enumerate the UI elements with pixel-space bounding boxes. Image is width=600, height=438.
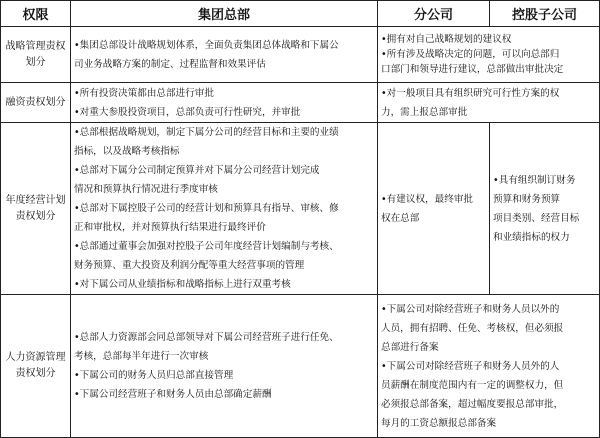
- branch-hr-line: 员薪酬在制度范围内有一定的调整权力，但: [381, 379, 564, 391]
- table-row: [1, 27, 600, 83]
- branch-hr-line: 人员，拥有招聘、任免、考核权，但必须报: [381, 322, 564, 334]
- hq-plan-line: •总部通过董事会加强对控股子公司年度经营计划编制与考核、: [74, 241, 339, 252]
- header-authority: 权限: [1, 1, 71, 27]
- header-subsidiary: 控股子公司: [490, 1, 600, 27]
- hq-plan-line: 指标，以及战略考核指标: [74, 146, 180, 157]
- table-header-row: [1, 1, 600, 27]
- sub-plan-line: 预算和财务预算: [493, 193, 561, 205]
- hq-hr-line: 考核，总部每半年进行一次审核: [74, 351, 209, 362]
- sub-plan-line: 和业绩指标的权力: [493, 231, 570, 243]
- hq-plan-line: 情况和预算执行情况进行季度审核: [74, 184, 218, 195]
- branch-hr-line: 每月的工资总额报总部备案: [381, 417, 497, 429]
- hq-plan-line: •对下属公司从业绩指标和战略指标上进行双重考核: [74, 279, 291, 290]
- hq-financing-cell: [71, 83, 378, 123]
- branch-sub-hr-cell: [378, 295, 600, 438]
- row-label-annual-plan: 年度经营计划责权划分: [1, 123, 71, 295]
- branch-hr-line: •下属公司对除经营班子和财务人员外的人: [381, 360, 560, 372]
- row-label-strategy: 战略管理责权划分: [1, 27, 71, 83]
- hq-annual-plan-cell: [71, 123, 378, 295]
- row-label-hr: 人力资源管理责权划分: [1, 295, 71, 438]
- table-row: [1, 123, 600, 295]
- hq-strategy-cell: [71, 27, 378, 83]
- hq-hr-line: •下属公司的财务人员归总部直接管理: [74, 370, 234, 381]
- hq-plan-line: •总部对下属控股子公司的经营计划和预算具有指导、审核、修: [74, 203, 339, 214]
- branch-annual-plan-cell: [378, 123, 490, 295]
- hq-plan-line: •总部根据战略规划，制定下属分公司的经营目标和主要的业绩: [74, 127, 339, 138]
- branch-plan-line: 权在总部: [381, 212, 420, 224]
- hq-plan-line: 正和审批权，并对预算执行结果进行最终评价: [74, 222, 266, 233]
- branch-hr-line: •下属公司对除经营班子和财务人员以外的: [381, 303, 560, 315]
- hq-hr-line: •下属公司经营班子和财务人员由总部确定薪酬: [74, 389, 272, 400]
- branch-financing-line: 力，需上报总部审批: [381, 106, 468, 118]
- hq-plan-line: 财务预算、重大投资及利润分配等重大经营事项的管理: [74, 260, 305, 271]
- header-branch: 分公司: [378, 1, 490, 27]
- hq-financing-line: •所有投资决策都由总部进行审批: [74, 87, 214, 99]
- hq-hr-line: •总部人力资源部会同总部领导对下属公司经营班子进行任免、: [74, 332, 339, 343]
- branch-plan-line: •有建议权，最终审批: [381, 193, 474, 205]
- table-row: [1, 295, 600, 438]
- branch-sub-strategy-cell: [378, 27, 600, 83]
- table-row: [1, 83, 600, 123]
- header-group-hq: 集团总部: [71, 1, 378, 27]
- hq-strategy-line: 司业务战略方案的制定、过程监督和效果评估: [74, 58, 266, 70]
- row-label-financing: 融资责权划分: [1, 83, 71, 123]
- hq-strategy-line: •集团总部设计战略规划体系，全面负责集团总体战略和下属公: [74, 39, 339, 51]
- branch-financing-line: •对一般项目具有组织研究可行性方案的权: [381, 87, 560, 99]
- hq-hr-cell: [71, 295, 378, 438]
- branch-sub-financing-cell: [378, 83, 600, 123]
- sub-annual-plan-cell: [490, 123, 600, 295]
- branch-strategy-line: •拥有对自己战略规划的建议权: [381, 34, 512, 45]
- branch-hr-line: 必须报总部备案，超过幅度要报总部审批，: [381, 398, 564, 410]
- sub-plan-line: 项目类别、经营目标: [493, 212, 580, 224]
- hq-plan-line: •总部对下属分公司制定预算并对下属分公司经营计划完成: [74, 165, 320, 176]
- hq-financing-line: •对重大参股投资项目，总部负责可行性研究，并审批: [74, 106, 301, 118]
- branch-strategy-line: •所有涉及战略决定的问题，可以向总部归: [381, 49, 560, 60]
- branch-strategy-line: 口部门和领导进行建议，总部做出审批决定: [381, 64, 564, 75]
- branch-hr-line: 总部进行备案: [381, 341, 439, 353]
- sub-plan-line: •具有组织制订财务: [493, 174, 576, 186]
